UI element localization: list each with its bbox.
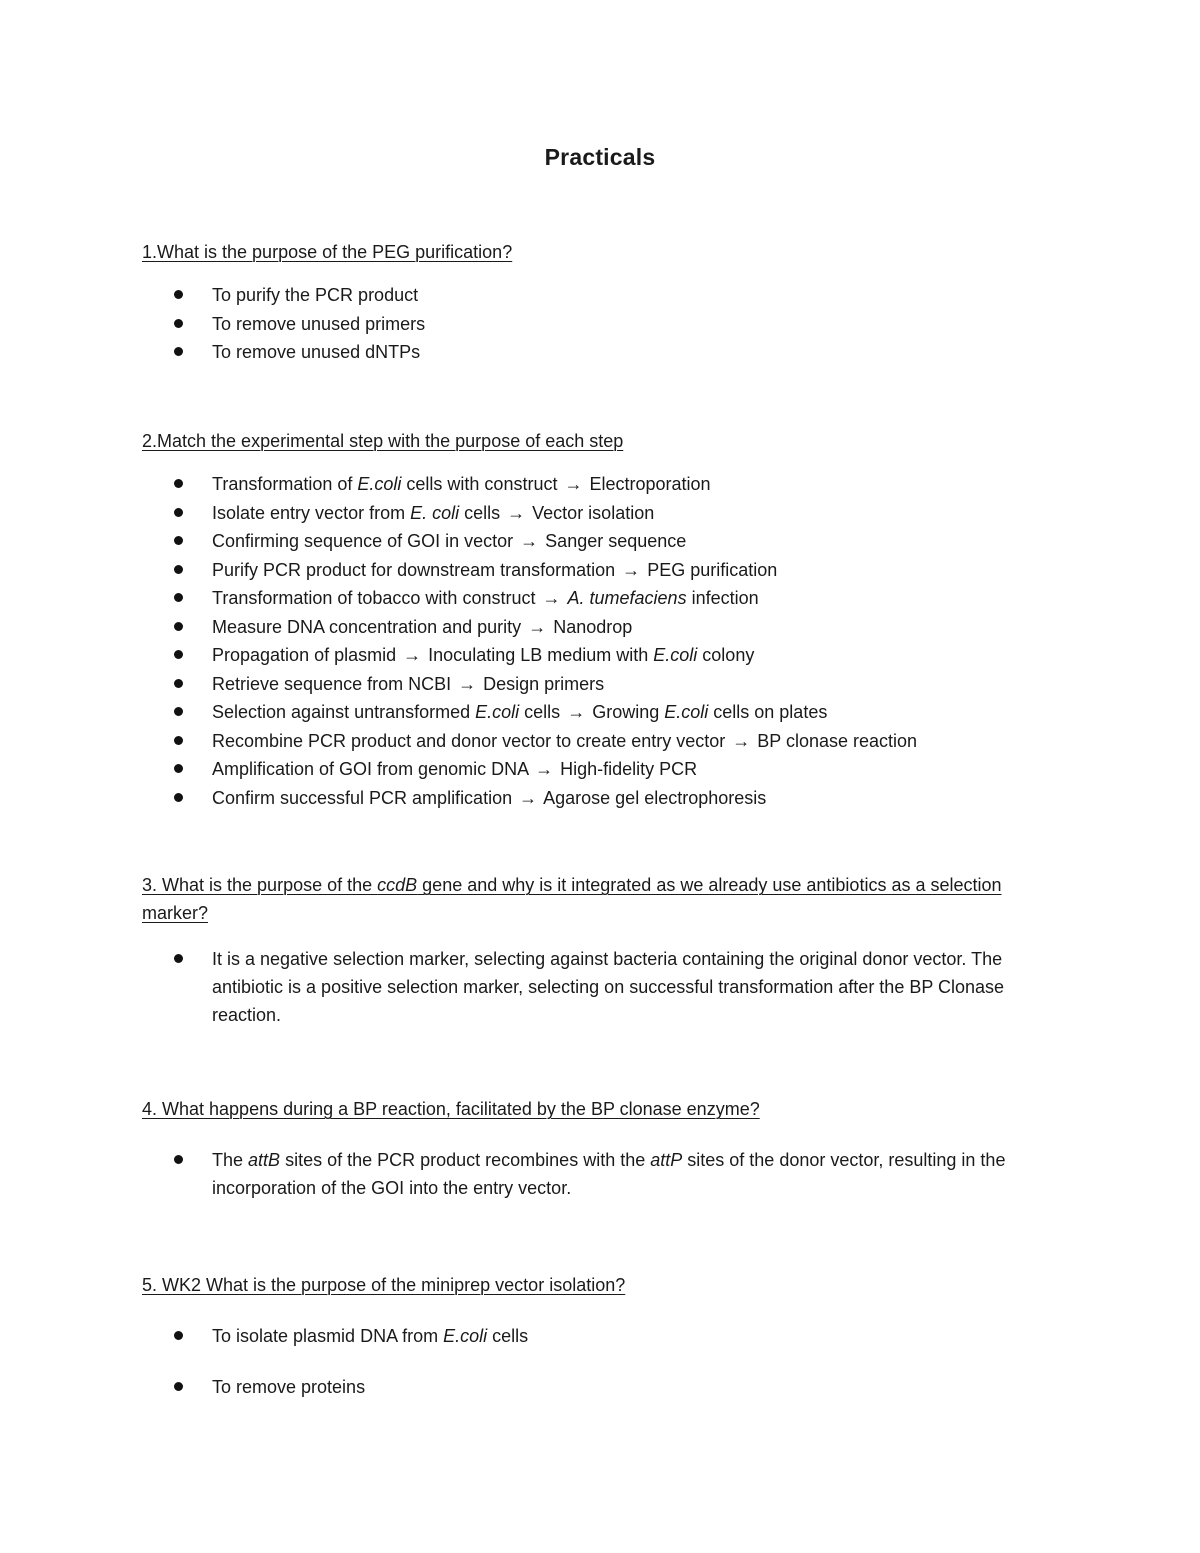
- bullet-icon: [174, 319, 183, 328]
- arrow-icon: →: [535, 759, 554, 779]
- arrow-icon: →: [528, 616, 547, 637]
- list-item: Recombine PCR product and donor vector to create entry vector → BP clonase reaction: [174, 727, 1074, 756]
- bullet-icon: [174, 565, 183, 574]
- bullet-icon: [174, 1155, 183, 1164]
- list-item: Purify PCR product for downstream transformation → PEG purification: [174, 556, 1074, 585]
- bullet-icon: [174, 707, 183, 716]
- question-2-answers: [174, 470, 1074, 812]
- arrow-icon: →: [564, 474, 583, 494]
- bullet-icon: [174, 593, 183, 602]
- list-item: Transformation of tobacco with construct → A. tumefaciens infection: [174, 584, 1074, 613]
- bullet-icon: [174, 1382, 183, 1391]
- question-2-heading: 2.Match the experimental step with the purpose of each step: [142, 431, 624, 451]
- list-item: It is a negative selection marker, selecting against bacteria containing the original donor vector. The antibiotic is a positive selection marker, selecting on successful transformation after the BP Clonase reaction.: [174, 945, 1062, 1029]
- bullet-icon: [174, 736, 183, 745]
- bullet-icon: [174, 290, 183, 299]
- arrow-icon: →: [520, 531, 539, 551]
- list-item: To remove proteins: [174, 1373, 1074, 1402]
- bullet-icon: [174, 793, 183, 802]
- page-title: Practicals: [544, 144, 656, 170]
- bullet-icon: [174, 650, 183, 659]
- question-5-heading: 5. WK2 What is the purpose of the miniprep vector isolation?: [142, 1275, 626, 1295]
- bullet-icon: [174, 479, 183, 488]
- arrow-icon: →: [567, 702, 586, 722]
- arrow-icon: →: [542, 588, 561, 608]
- bullet-icon: [174, 954, 183, 963]
- list-item: The attB sites of the PCR product recombines with the attP sites of the donor vector, resulting in the incorporation of the GOI into the entry vector.: [174, 1146, 1062, 1202]
- list-item: Selection against untransformed E.coli cells → Growing E.coli cells on plates: [174, 698, 1074, 727]
- list-item: Isolate entry vector from E. coli cells → Vector isolation: [174, 499, 1074, 528]
- list-item: Retrieve sequence from NCBI → Design primers: [174, 670, 1074, 699]
- arrow-icon: →: [622, 559, 641, 580]
- question-4-answers: [174, 1146, 1074, 1202]
- list-item: Confirming sequence of GOI in vector → Sanger sequence: [174, 527, 1074, 556]
- bullet-icon: [174, 347, 183, 356]
- arrow-icon: →: [403, 645, 422, 665]
- list-item: Measure DNA concentration and purity → Nanodrop: [174, 613, 1074, 642]
- arrow-icon: →: [519, 787, 538, 808]
- arrow-icon: →: [458, 673, 477, 694]
- bullet-icon: [174, 622, 183, 631]
- list-item: Transformation of E.coli cells with construct → Electroporation: [174, 470, 1074, 499]
- bullet-icon: [174, 764, 183, 773]
- bullet-icon: [174, 679, 183, 688]
- list-item: To remove unused dNTPs: [174, 338, 1074, 367]
- arrow-icon: →: [732, 730, 751, 751]
- bullet-icon: [174, 536, 183, 545]
- question-3-answers: [174, 945, 1074, 1029]
- list-item: Confirm successful PCR amplification → Agarose gel electrophoresis: [174, 784, 1074, 813]
- list-item: To purify the PCR product: [174, 281, 1074, 310]
- bullet-icon: [174, 1331, 183, 1340]
- question-1-heading: 1.What is the purpose of the PEG purification?: [142, 242, 513, 262]
- question-4-heading: 4. What happens during a BP reaction, facilitated by the BP clonase enzyme?: [142, 1099, 760, 1119]
- question-5-answers: [174, 1322, 1074, 1401]
- arrow-icon: →: [507, 502, 526, 523]
- list-item: Propagation of plasmid → Inoculating LB medium with E.coli colony: [174, 641, 1074, 670]
- question-1-answers: [174, 281, 1074, 367]
- question-3-heading: 3. What is the purpose of the ccdB gene and why is it integrated as we already use antibiotics as a selection marker?: [142, 875, 1002, 923]
- list-item: To remove unused primers: [174, 310, 1074, 339]
- list-item: To isolate plasmid DNA from E.coli cells: [174, 1322, 1074, 1351]
- list-item: Amplification of GOI from genomic DNA → High-fidelity PCR: [174, 755, 1074, 784]
- bullet-icon: [174, 508, 183, 517]
